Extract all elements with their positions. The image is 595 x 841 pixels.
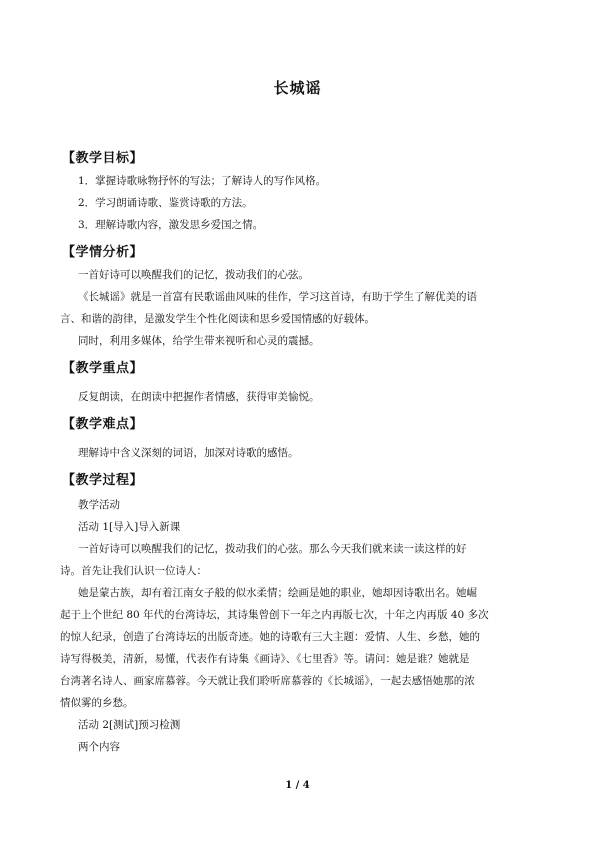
analysis-paragraph-1: 一首好诗可以唤醒我们的记忆，拨动我们的心弦。 <box>78 269 309 281</box>
section-heading-difficulty: 【教学难点】 <box>62 417 144 432</box>
poet-bio-line-5: 台湾著名诗人、画家席慕蓉。今天就让我们聆听席慕蓉的《长城谣》，一起去感悟她那的浓 <box>60 675 475 687</box>
section-heading-goals: 【教学目标】 <box>62 151 144 166</box>
goal-item-1: 1．掌握诗歌咏物抒怀的写法；了解诗人的写作风格。 <box>78 175 327 187</box>
page-title: 长城谣 <box>273 79 322 97</box>
focus-paragraph: 反复朗读，在朗读中把握作者情感，获得审美愉悦。 <box>78 391 320 403</box>
poet-bio-line-2: 起于上个世纪 80 年代的台湾诗坛，其诗集曾创下一年之内再版七次，十年之内再版 40 多次 <box>60 609 489 621</box>
difficulty-paragraph: 理解诗中含义深刻的词语，加深对诗歌的感悟。 <box>78 447 299 459</box>
activity-1-title: 活动 1[导入]导入新课 <box>78 521 181 533</box>
activities-label: 教学活动 <box>78 499 120 511</box>
poet-bio-line-6: 情似雾的乡愁。 <box>60 697 134 709</box>
analysis-paragraph-3: 同时，利用多媒体，给学生带来视听和心灵的震撼。 <box>78 335 320 347</box>
goal-item-3: 3．理解诗歌内容，激发思乡爱国之情。 <box>78 219 264 231</box>
analysis-paragraph-2-line-2: 言、和谐的韵律，是激发学生个性化阅读和思乡爱国情感的好载体。 <box>60 313 375 325</box>
section-heading-process: 【教学过程】 <box>62 473 144 488</box>
goal-item-2: 2．学习朗诵诗歌、鉴赏诗歌的方法。 <box>78 197 253 209</box>
page-indicator: 1 / 4 <box>285 780 310 791</box>
activity-2-line: 两个内容 <box>78 741 120 753</box>
section-heading-analysis: 【学情分析】 <box>62 245 144 260</box>
poet-bio-line-4: 诗写得极美，清新，易懂，代表作有诗集《画诗》、《七里香》等。请问：她是谁？她就是 <box>60 653 470 665</box>
activity-1-line-1: 一首好诗可以唤醒我们的记忆，拨动我们的心弦。那么今天我们就来读一读这样的好 <box>78 543 467 555</box>
section-heading-focus: 【教学重点】 <box>62 361 144 376</box>
analysis-paragraph-2-line-1: 《长城谣》就是一首富有民歌谣曲风味的佳作，学习这首诗，有助于学生了解优美的语 <box>78 291 477 303</box>
poet-bio-line-1: 她是蒙古族，却有着江南女子般的似水柔情；绘画是她的职业，她却因诗歌出名。她崛 <box>78 587 477 599</box>
activity-1-line-2: 诗。首先让我们认识一位诗人： <box>60 565 207 577</box>
poet-bio-line-3: 的惊人纪录，创造了台湾诗坛的出版奇迹。她的诗歌有三大主题：爱情、人生、乡愁，她的 <box>60 631 480 643</box>
activity-2-title: 活动 2[测试]预习检测 <box>78 719 181 731</box>
